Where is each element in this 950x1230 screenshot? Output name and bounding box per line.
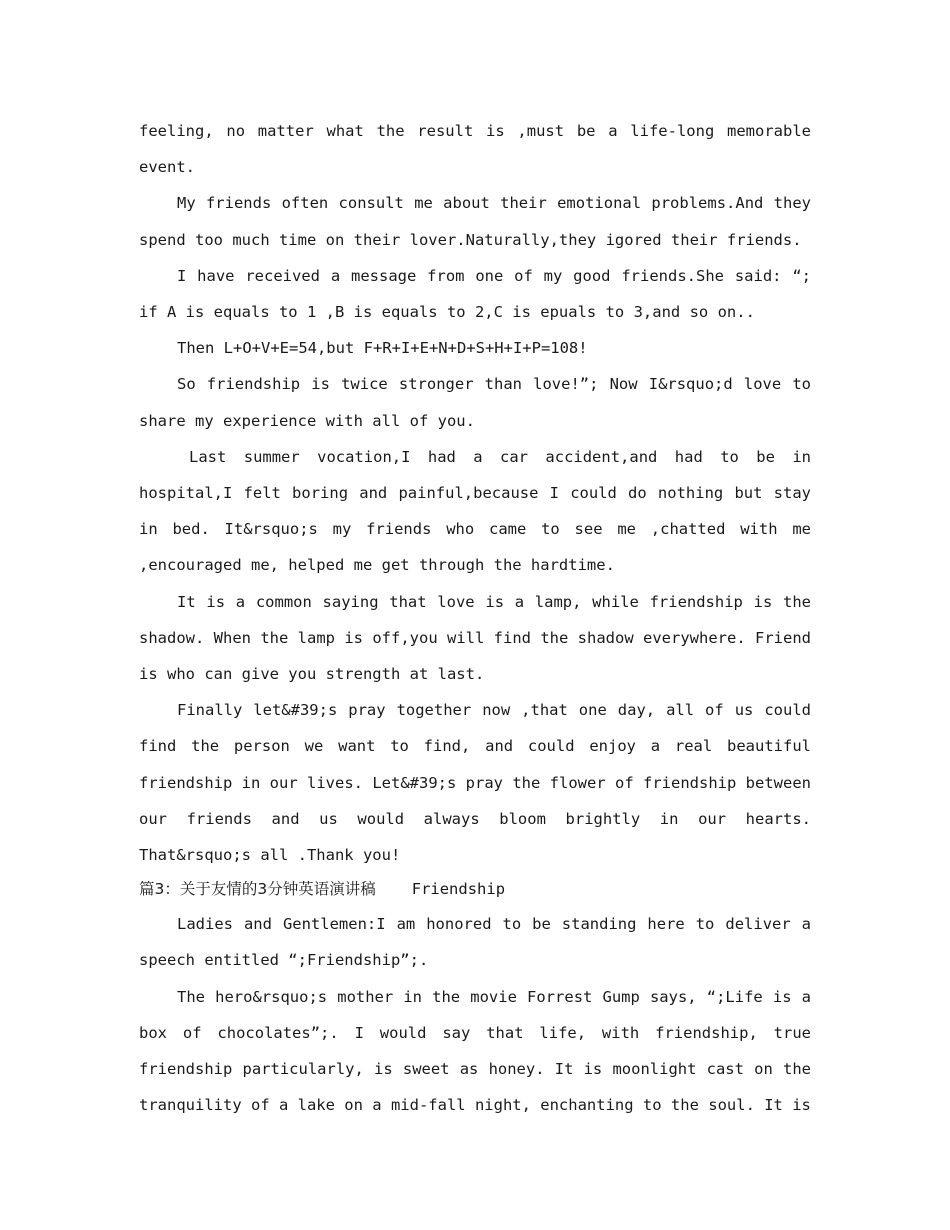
section-heading-title: 篇3：关于友情的3分钟英语演讲稿: [139, 880, 376, 899]
section-heading-subtitle: Friendship: [411, 880, 506, 899]
section-heading: [139, 873, 811, 906]
paragraph-car-accident: Last summer vocation,I had a car accident,and had to be in hospital,I felt boring and painful,because I could do nothing but stay in bed. It&rsquo;s my friends who came to see me ,chatted with me ,encouraged me, helped me get through the hardtime.: [139, 447, 811, 575]
paragraph-forrest-gump: The hero&rsquo;s mother in the movie Forrest Gump says, “;Life is a box of chocolates”;. I would say that life, with friendship, true friendship particularly, is sweet as honey. It is moonlight cast on the tranquility of a lake on a mid-fall night, enchanting to the soul. It is: [139, 987, 811, 1115]
paragraph-friends-consult: My friends often consult me about their emotional problems.And they spend too much time on their lover.Naturally,they igored their friends.: [139, 194, 811, 249]
paragraph-lamp-shadow: It is a common saying that love is a lamp, while friendship is the shadow. When the lamp is off,you will find the shadow everywhere. Friend is who can give you strength at last.: [139, 592, 811, 684]
paragraph-message: I have received a message from one of my good friends.She said: “; if A is equals to 1 ,B is equals to 2,C is epuals to 3,and so on..: [139, 266, 811, 322]
paragraph-continuation: feeling, no matter what the result is ,must be a life-long memorable event.: [139, 122, 811, 177]
paragraph-twice-stronger: So friendship is twice stronger than love!”; Now I&rsquo;d love to share my experience with all of you.: [139, 375, 811, 430]
document-body: [139, 113, 811, 1123]
paragraph-pray: Finally let&#39;s pray together now ,that one day, all of us could find the person we want to find, and could enjoy a real beautiful friendship in our lives. Let&#39;s pray the flower of friendship between our friends and us would always bloom brightly in our hearts. That&rsquo;s all .Thank you!: [139, 701, 811, 865]
paragraph-ladies-gentlemen: Ladies and Gentlemen:I am honored to be standing here to deliver a speech entitled “;Friendship”;.: [139, 915, 811, 970]
paragraph-equation: Then L+O+V+E=54,but F+R+I+E+N+D+S+H+I+P=108!: [177, 339, 588, 358]
